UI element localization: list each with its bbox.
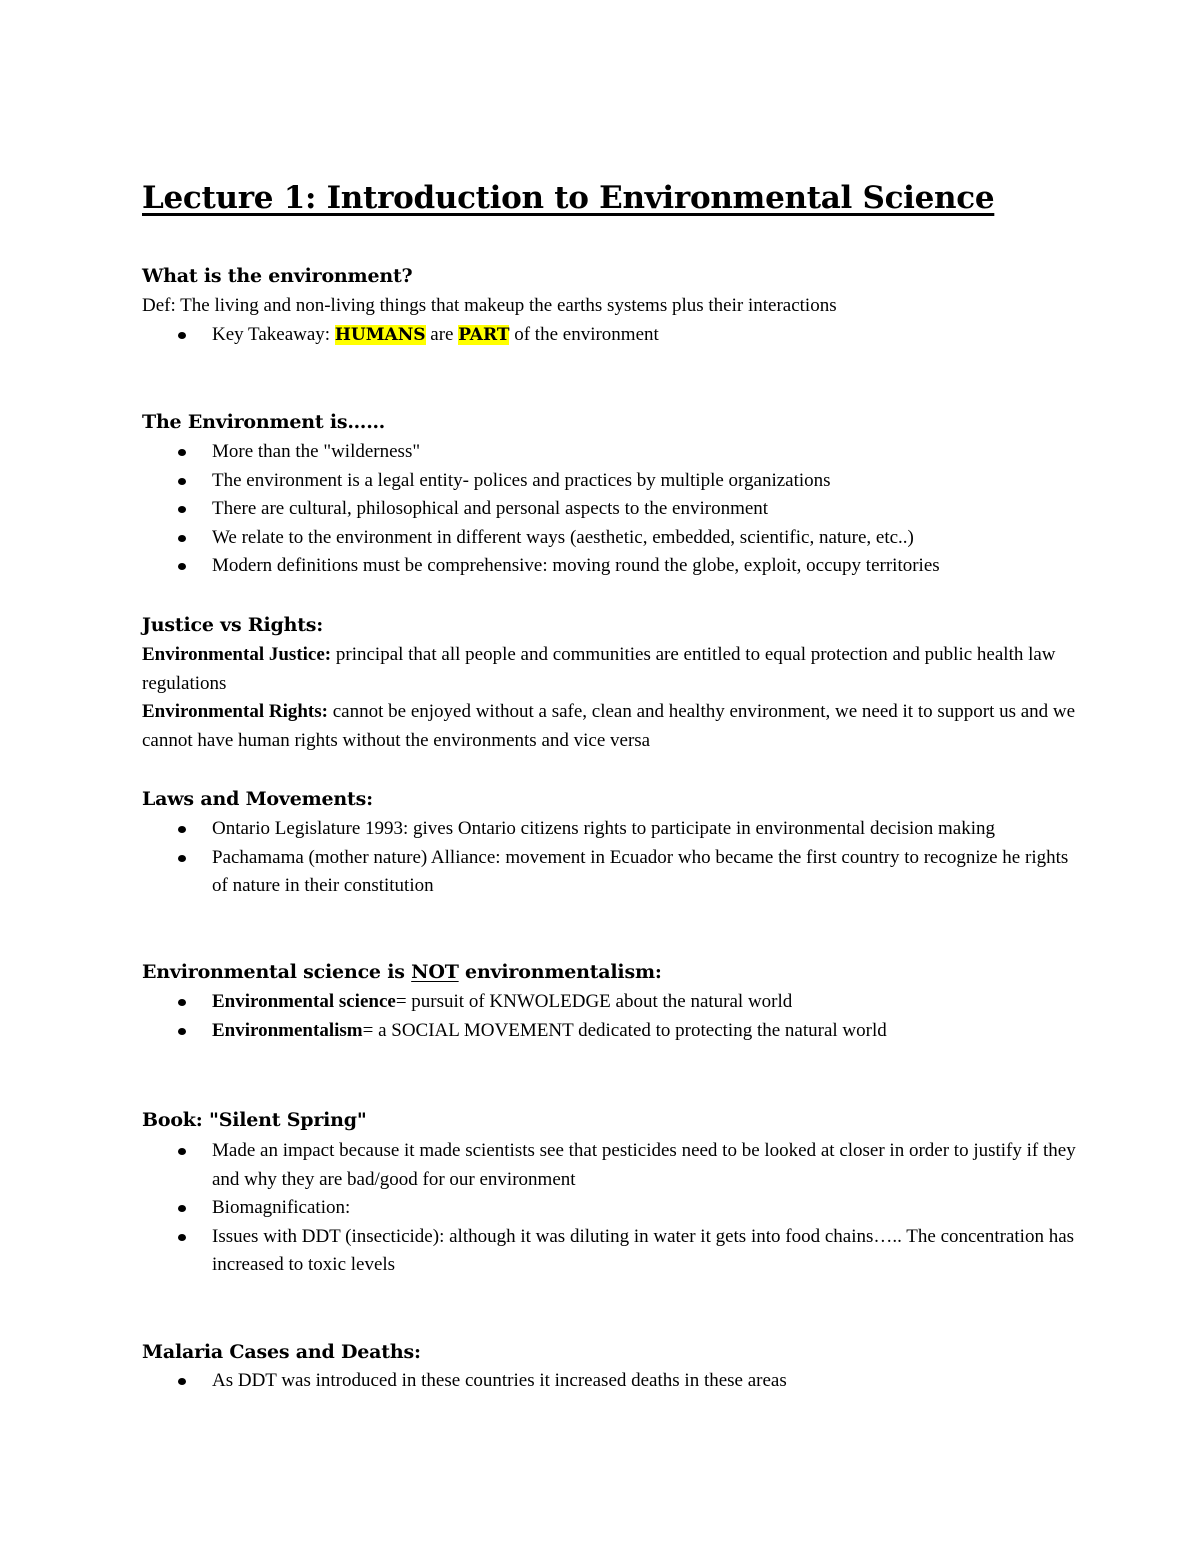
list-item: Modern definitions must be comprehensive: moving round the globe, exploit, occupy territories bbox=[142, 552, 1082, 581]
heading-what-is-environment: What is the environment? bbox=[142, 265, 413, 287]
bullet-list bbox=[142, 988, 1082, 1045]
bullet-list bbox=[142, 1367, 1082, 1396]
bullet-icon bbox=[178, 826, 186, 833]
list-item: As DDT was introduced in these countries it increased deaths in these areas bbox=[142, 1367, 1082, 1396]
bullet-list bbox=[142, 815, 1082, 901]
highlight-part: PART bbox=[458, 325, 510, 345]
bullet-icon bbox=[178, 1028, 186, 1035]
list-item: Environmental science= pursuit of KNWOLEDGE about the natural world bbox=[142, 988, 1082, 1017]
bullet-list bbox=[142, 321, 1082, 350]
bullet-icon bbox=[178, 999, 186, 1006]
heading-science-not-environmentalism: Environmental science is NOT environmentalism: bbox=[142, 961, 662, 983]
list-item: There are cultural, philosophical and personal aspects to the environment bbox=[142, 495, 1082, 524]
bullet-icon bbox=[178, 1234, 186, 1241]
list-item: Biomagnification: bbox=[142, 1194, 1082, 1223]
list-item: Pachamama (mother nature) Alliance: movement in Ecuador who became the first country to recognize he rights of nature in their constitution bbox=[142, 844, 1082, 901]
bullet-list bbox=[142, 438, 1082, 581]
list-item: Environmentalism= a SOCIAL MOVEMENT dedicated to protecting the natural world bbox=[142, 1017, 1082, 1046]
environmental-rights-paragraph: Environmental Rights: cannot be enjoyed without a safe, clean and healthy environment, we need it to support us and we cannot have human rights without the environments and vice versa bbox=[142, 701, 1076, 751]
highlight-humans: HUMANS bbox=[334, 325, 426, 345]
underlined-not: NOT bbox=[411, 961, 459, 983]
bullet-icon bbox=[178, 1205, 186, 1212]
bullet-icon bbox=[178, 478, 186, 485]
environmental-justice-label: Environmental Justice: bbox=[142, 644, 332, 665]
bullet-icon bbox=[178, 1148, 186, 1155]
heading-environment-is: The Environment is…… bbox=[142, 411, 386, 433]
list-item: Ontario Legislature 1993: gives Ontario citizens rights to participate in environmental decision making bbox=[142, 815, 1082, 844]
bullet-icon bbox=[178, 855, 186, 862]
bullet-icon bbox=[178, 1378, 186, 1385]
environmental-rights-label: Environmental Rights: bbox=[142, 701, 328, 722]
bullet-icon bbox=[178, 563, 186, 570]
list-item: More than the "wilderness" bbox=[142, 438, 1082, 467]
page-title: Lecture 1: Introduction to Environmental Science bbox=[142, 180, 995, 216]
list-item: We relate to the environment in different ways (aesthetic, embedded, scientific, nature, etc..) bbox=[142, 524, 1082, 553]
heading-malaria: Malaria Cases and Deaths: bbox=[142, 1341, 421, 1363]
bullet-icon bbox=[178, 449, 186, 456]
list-item: Issues with DDT (insecticide): although it was diluting in water it gets into food chains….. The concentration has increased to toxic levels bbox=[142, 1223, 1082, 1280]
bullet-icon bbox=[178, 332, 186, 339]
heading-silent-spring: Book: "Silent Spring" bbox=[142, 1109, 367, 1131]
heading-justice-vs-rights: Justice vs Rights: bbox=[142, 614, 324, 636]
bullet-icon bbox=[178, 506, 186, 513]
heading-laws-and-movements: Laws and Movements: bbox=[142, 788, 373, 810]
environmental-justice-paragraph: Environmental Justice: principal that all people and communities are entitled to equal protection and public health law regulations bbox=[142, 644, 1056, 694]
list-item: Made an impact because it made scientists see that pesticides need to be looked at closer in order to justify if they and why they are bad/good for our environment bbox=[142, 1137, 1082, 1194]
bullet-list bbox=[142, 1137, 1082, 1280]
definition-text: Def: The living and non-living things that makeup the earths systems plus their interactions bbox=[142, 295, 837, 316]
list-item: The environment is a legal entity- polices and practices by multiple organizations bbox=[142, 467, 1082, 496]
list-item: Key Takeaway: HUMANS are PART of the environment bbox=[142, 321, 1082, 350]
bullet-icon bbox=[178, 535, 186, 542]
